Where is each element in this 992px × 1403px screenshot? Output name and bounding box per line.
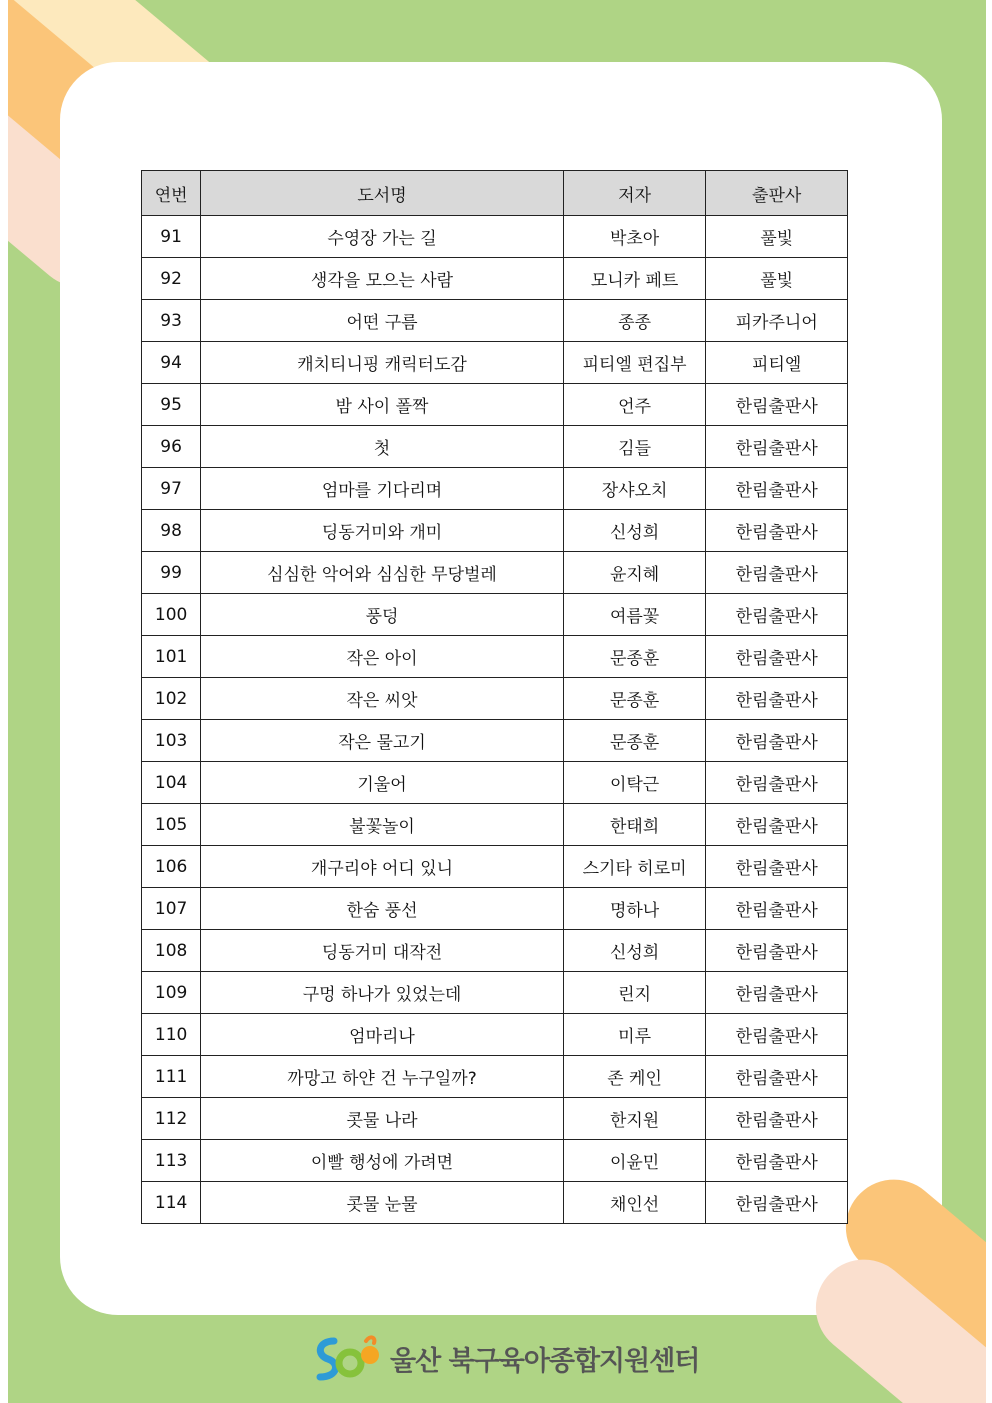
cell-title: 작은 물고기 xyxy=(201,720,564,762)
cell-author: 문종훈 xyxy=(563,636,706,678)
header-publisher: 출판사 xyxy=(706,171,848,216)
cell-author: 존 케인 xyxy=(563,1056,706,1098)
table-row xyxy=(142,972,848,1014)
cell-title: 딩동거미와 개미 xyxy=(201,510,564,552)
cell-title: 생각을 모으는 사람 xyxy=(201,258,564,300)
header-title: 도서명 xyxy=(201,171,564,216)
cell-author: 이탁근 xyxy=(563,762,706,804)
table-row xyxy=(142,1056,848,1098)
table-row xyxy=(142,930,848,972)
table-row xyxy=(142,510,848,552)
cell-title: 딩동거미 대작전 xyxy=(201,930,564,972)
cell-title: 심심한 악어와 심심한 무당벌레 xyxy=(201,552,564,594)
cell-title: 엄마리나 xyxy=(201,1014,564,1056)
cell-author: 신성희 xyxy=(563,510,706,552)
table-row xyxy=(142,342,848,384)
cell-author: 린지 xyxy=(563,972,706,1014)
cell-title: 개구리야 어디 있니 xyxy=(201,846,564,888)
org-name: 울산 북구육아종합지원센터 xyxy=(390,1345,700,1377)
cell-author: 모니카 페트 xyxy=(563,258,706,300)
cell-title: 첫 xyxy=(201,426,564,468)
cell-author: 종종 xyxy=(563,300,706,342)
book-list-table xyxy=(141,170,848,1224)
cell-author: 윤지혜 xyxy=(563,552,706,594)
cell-no: 105 xyxy=(142,804,201,846)
cell-title: 기울어 xyxy=(201,762,564,804)
cell-publisher: 한림출판사 xyxy=(706,552,848,594)
table-row xyxy=(142,468,848,510)
cell-title: 구멍 하나가 있었는데 xyxy=(201,972,564,1014)
cell-publisher: 한림출판사 xyxy=(706,720,848,762)
cell-no: 109 xyxy=(142,972,201,1014)
table-row xyxy=(142,846,848,888)
cell-author: 스기타 히로미 xyxy=(563,846,706,888)
cell-publisher: 한림출판사 xyxy=(706,510,848,552)
cell-author: 피티엘 편집부 xyxy=(563,342,706,384)
cell-no: 100 xyxy=(142,594,201,636)
cell-no: 112 xyxy=(142,1098,201,1140)
cell-no: 103 xyxy=(142,720,201,762)
table-row xyxy=(142,216,848,258)
cell-title: 불꽃놀이 xyxy=(201,804,564,846)
cell-no: 92 xyxy=(142,258,201,300)
table-row xyxy=(142,1098,848,1140)
table-row xyxy=(142,426,848,468)
cell-no: 107 xyxy=(142,888,201,930)
cell-title: 어떤 구름 xyxy=(201,300,564,342)
cell-title: 콧물 눈물 xyxy=(201,1182,564,1224)
cell-title: 캐치티니핑 캐릭터도감 xyxy=(201,342,564,384)
table-row xyxy=(142,258,848,300)
cell-no: 110 xyxy=(142,1014,201,1056)
table-row xyxy=(142,1014,848,1056)
table-body xyxy=(142,216,848,1224)
cell-no: 113 xyxy=(142,1140,201,1182)
cell-author: 한지원 xyxy=(563,1098,706,1140)
table-row xyxy=(142,636,848,678)
cell-publisher: 한림출판사 xyxy=(706,1140,848,1182)
cell-publisher: 한림출판사 xyxy=(706,930,848,972)
cell-no: 95 xyxy=(142,384,201,426)
cell-title: 작은 씨앗 xyxy=(201,678,564,720)
cell-no: 97 xyxy=(142,468,201,510)
cell-author: 한태희 xyxy=(563,804,706,846)
cell-publisher: 한림출판사 xyxy=(706,678,848,720)
cell-no: 96 xyxy=(142,426,201,468)
table-row xyxy=(142,720,848,762)
cell-author: 이윤민 xyxy=(563,1140,706,1182)
cell-title: 한숨 풍선 xyxy=(201,888,564,930)
table-row xyxy=(142,1140,848,1182)
cell-author: 문종훈 xyxy=(563,678,706,720)
cell-publisher: 피카주니어 xyxy=(706,300,848,342)
cell-publisher: 한림출판사 xyxy=(706,1014,848,1056)
cell-publisher: 한림출판사 xyxy=(706,636,848,678)
cell-no: 99 xyxy=(142,552,201,594)
cell-author: 여름꽃 xyxy=(563,594,706,636)
cell-no: 108 xyxy=(142,930,201,972)
table-row xyxy=(142,678,848,720)
cell-no: 114 xyxy=(142,1182,201,1224)
cell-publisher: 한림출판사 xyxy=(706,384,848,426)
table-header-row xyxy=(142,171,848,216)
table-row xyxy=(142,1182,848,1224)
table-row xyxy=(142,762,848,804)
header-author: 저자 xyxy=(563,171,706,216)
cell-author: 언주 xyxy=(563,384,706,426)
table-row xyxy=(142,384,848,426)
cell-publisher: 피티엘 xyxy=(706,342,848,384)
cell-publisher: 한림출판사 xyxy=(706,888,848,930)
center-logo-icon xyxy=(310,1333,384,1383)
cell-publisher: 한림출판사 xyxy=(706,1182,848,1224)
cell-publisher: 한림출판사 xyxy=(706,594,848,636)
cell-publisher: 한림출판사 xyxy=(706,1056,848,1098)
cell-no: 93 xyxy=(142,300,201,342)
cell-no: 106 xyxy=(142,846,201,888)
cell-publisher: 한림출판사 xyxy=(706,804,848,846)
cell-publisher: 한림출판사 xyxy=(706,846,848,888)
cell-author: 명하나 xyxy=(563,888,706,930)
cell-author: 채인선 xyxy=(563,1182,706,1224)
cell-publisher: 풀빛 xyxy=(706,216,848,258)
cell-no: 91 xyxy=(142,216,201,258)
cell-no: 111 xyxy=(142,1056,201,1098)
cell-title: 밤 사이 폴짝 xyxy=(201,384,564,426)
cell-title: 까망고 하얀 건 누구일까? xyxy=(201,1056,564,1098)
cell-no: 101 xyxy=(142,636,201,678)
cell-author: 박초아 xyxy=(563,216,706,258)
table-row xyxy=(142,552,848,594)
table-row xyxy=(142,594,848,636)
cell-publisher: 한림출판사 xyxy=(706,426,848,468)
cell-no: 102 xyxy=(142,678,201,720)
cell-publisher: 풀빛 xyxy=(706,258,848,300)
cell-publisher: 한림출판사 xyxy=(706,972,848,1014)
header-no: 연번 xyxy=(142,171,201,216)
cell-publisher: 한림출판사 xyxy=(706,468,848,510)
cell-title: 작은 아이 xyxy=(201,636,564,678)
cell-title: 이빨 행성에 가려면 xyxy=(201,1140,564,1182)
cell-no: 98 xyxy=(142,510,201,552)
cell-publisher: 한림출판사 xyxy=(706,762,848,804)
table-row xyxy=(142,804,848,846)
cell-title: 풍덩 xyxy=(201,594,564,636)
cell-author: 김들 xyxy=(563,426,706,468)
footer xyxy=(310,1333,699,1383)
cell-author: 장샤오치 xyxy=(563,468,706,510)
cell-author: 신성희 xyxy=(563,930,706,972)
cell-author: 문종훈 xyxy=(563,720,706,762)
cell-title: 엄마를 기다리며 xyxy=(201,468,564,510)
table-row xyxy=(142,888,848,930)
cell-publisher: 한림출판사 xyxy=(706,1098,848,1140)
cell-no: 94 xyxy=(142,342,201,384)
cell-no: 104 xyxy=(142,762,201,804)
cell-title: 콧물 나라 xyxy=(201,1098,564,1140)
table-row xyxy=(142,300,848,342)
cell-title: 수영장 가는 길 xyxy=(201,216,564,258)
cell-author: 미루 xyxy=(563,1014,706,1056)
